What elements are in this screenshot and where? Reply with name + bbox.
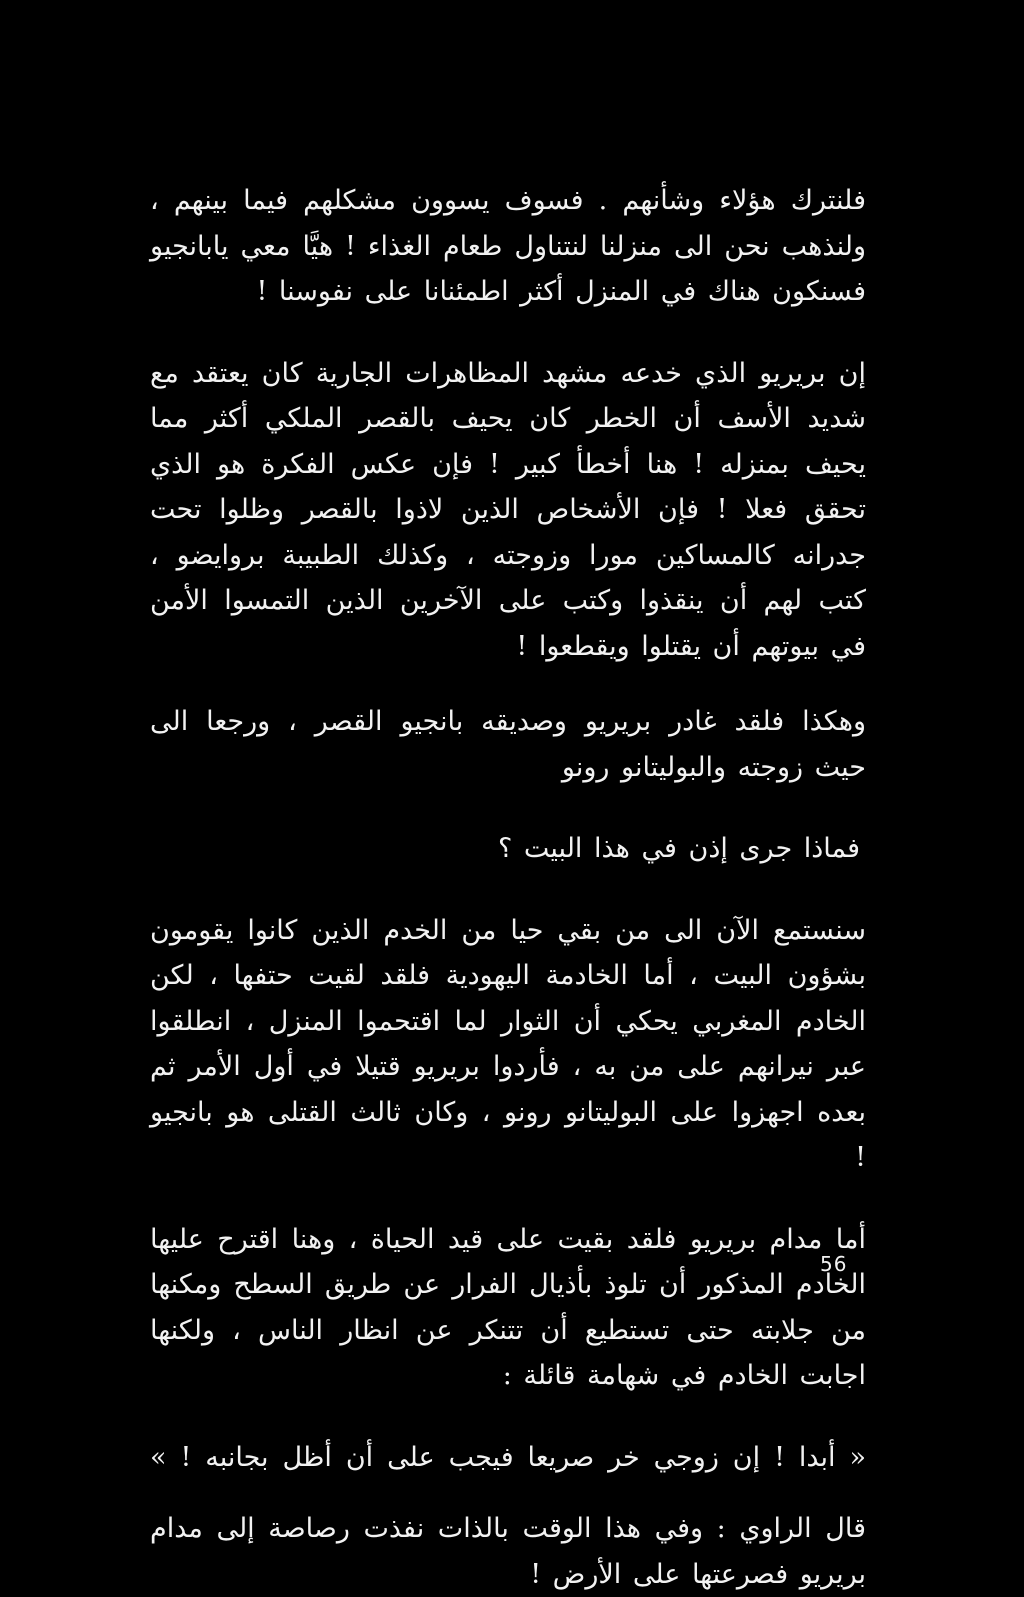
paragraph-gap: [150, 315, 866, 351]
paragraph-3: وهكذا فلقد غادر بريريو وصديقه بانجيو القصر ، ورجعا الى حيث زوجته والبوليتانو رونو: [150, 706, 866, 783]
paragraph-2: إن بريريو الذي خدعه مشهد المظاهرات الجارية كان يعتقد مع شديد الأسف أن الخطر كان يحيف بالقصر الملكي أكثر مما يحيف بمنزله ! هنا أخطأ كبير ! فإن عكس الفكرة هو الذي تحقق فعلا ! فإن الأشخاص الذين لاذوا بالقصر وظلوا تحت جدرانه كالمساكين مورا وزوجته ، وكذلك الطبيبة بروايضو ، كتب لهم أن ينقذوا وكتب على الآخرين الذين التمسوا الأمن في بيوتهم أن يقتلوا ويقطعوا !: [150, 357, 866, 662]
quoted-speech: « أبدا ! إن زوجي خر صريعا فيجب على أن أظل بجانبه ! »: [150, 1441, 866, 1473]
paragraph-1: فلنترك هؤلاء وشأنهم . فسوف يسوون مشكلهم فيما بينهم ، ولنذهب نحن الى منزلنا لنتناول طعام الغذاء ! هيَّا معي يابانجيو فسنكون هناك في المنزل أكثر اطمئنانا على نفوسنا !: [150, 185, 866, 307]
paragraph-gap: [150, 790, 866, 826]
page-number: 56: [820, 1252, 848, 1276]
paragraph-gap: [150, 872, 866, 908]
paragraph-gap: [150, 1480, 866, 1506]
paragraph-question: فماذا جرى إذن في هذا البيت ؟: [497, 833, 860, 864]
paragraph-5: أما مدام بريريو فلقد بقيت على قيد الحياة ، وهنا اقترح عليها الخادم المذكور أن تلوذ بأذيال الفرار عن طريق السطح ومكنها من جلابته حتى تستطيع أن تتنكر عن انظار الناس ، ولكنها اجابت الخادم في شهامة قائلة :: [150, 1223, 866, 1391]
paragraph-6: قال الراوي : وفي هذا الوقت بالذات نفذت رصاصة إلى مدام بريريو فصرعتها على الأرض !: [150, 1513, 866, 1590]
paragraph-gap: [150, 669, 866, 699]
paragraph-gap: [150, 1399, 866, 1435]
paragraph-4: سنستمع الآن الى من بقي حيا من الخدم الذين كانوا يقومون بشؤون البيت ، أما الخادمة اليهودية فلقد لقيت حتفها ، لكن الخادم المغربي يحكي أن الثوار لما اقتحموا المنزل ، انطلقوا عبر نيرانهم على من به ، فأردوا بريريو قتيلا في أول الأمر ثم بعده اجهزوا على البوليتانو رونو ، وكان ثالث القتلى هو بانجيو !: [150, 914, 866, 1173]
paragraph-gap: [150, 1181, 866, 1217]
book-page: [150, 178, 866, 1597]
